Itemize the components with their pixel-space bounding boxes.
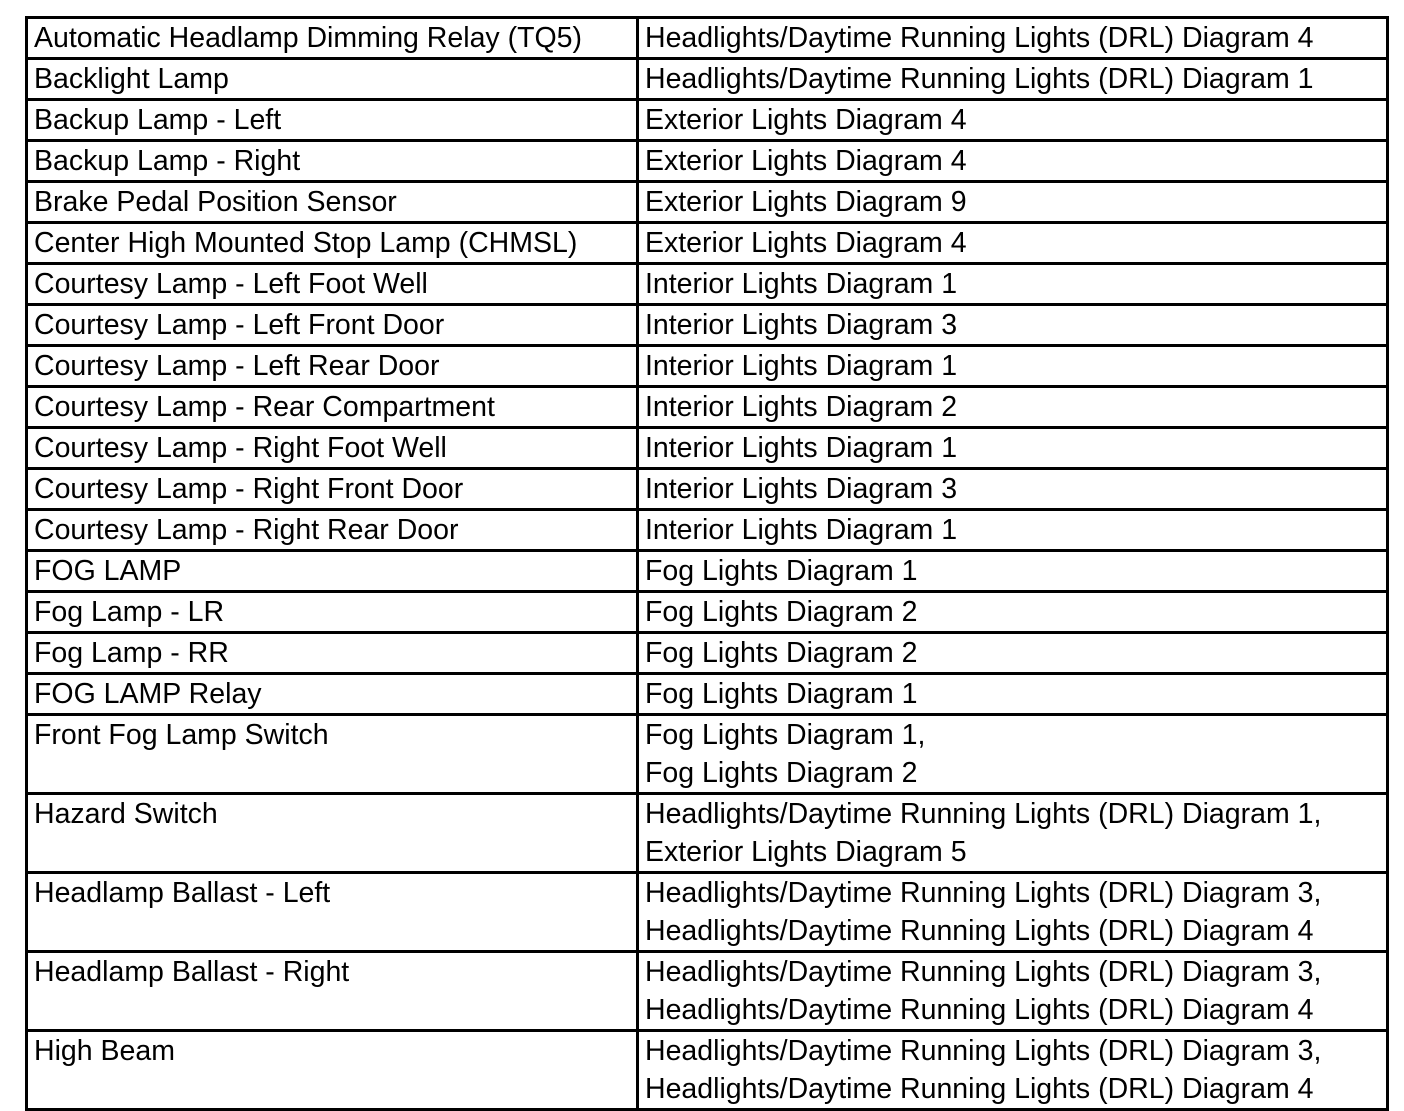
component-name: Headlamp Ballast - Left — [34, 877, 331, 909]
component-name: High Beam — [34, 1035, 175, 1067]
component-name-cell — [27, 18, 638, 59]
component-name: Courtesy Lamp - Right Rear Door — [34, 514, 459, 546]
component-name: FOG LAMP Relay — [34, 678, 262, 710]
component-name-cell — [27, 592, 638, 633]
diagram-reference: Headlights/Daytime Running Lights (DRL) Diagram 3, — [645, 1035, 1322, 1067]
diagram-reference: Interior Lights Diagram 2 — [645, 391, 958, 423]
diagram-reference: Headlights/Daytime Running Lights (DRL) Diagram 4 — [645, 22, 1314, 54]
diagram-reference-cell — [638, 305, 1388, 346]
component-name: Headlamp Ballast - Right — [34, 956, 350, 988]
component-name-cell — [27, 387, 638, 428]
diagram-reference: Headlights/Daytime Running Lights (DRL) Diagram 1, — [645, 798, 1322, 830]
component-name-cell — [27, 674, 638, 715]
diagram-reference-cell — [638, 510, 1388, 551]
diagram-reference-cell — [638, 264, 1388, 305]
component-name: Courtesy Lamp - Left Foot Well — [34, 268, 428, 300]
diagram-reference: Headlights/Daytime Running Lights (DRL) Diagram 4 — [645, 915, 1314, 947]
diagram-reference-cell — [638, 428, 1388, 469]
table-row — [27, 428, 1388, 469]
table-row — [27, 387, 1388, 428]
component-name: Backlight Lamp — [34, 63, 229, 95]
table-row — [27, 633, 1388, 674]
table-row — [27, 1031, 1388, 1110]
diagram-reference-cell — [638, 469, 1388, 510]
diagram-reference: Headlights/Daytime Running Lights (DRL) Diagram 4 — [645, 1073, 1314, 1105]
diagram-reference-cell — [638, 223, 1388, 264]
table-row — [27, 674, 1388, 715]
component-name-cell — [27, 633, 638, 674]
diagram-reference-cell — [638, 873, 1388, 952]
diagram-reference-cell — [638, 387, 1388, 428]
diagram-reference: Exterior Lights Diagram 4 — [645, 104, 967, 136]
diagram-reference-cell — [638, 1031, 1388, 1110]
diagram-reference: Headlights/Daytime Running Lights (DRL) Diagram 3, — [645, 877, 1322, 909]
diagram-reference-cell — [638, 674, 1388, 715]
component-name: Center High Mounted Stop Lamp (CHMSL) — [34, 227, 578, 259]
table-row — [27, 873, 1388, 952]
component-name-cell — [27, 952, 638, 1031]
diagram-reference: Interior Lights Diagram 1 — [645, 350, 958, 382]
diagram-reference: Headlights/Daytime Running Lights (DRL) Diagram 1 — [645, 63, 1314, 95]
table-row — [27, 592, 1388, 633]
component-name-cell — [27, 510, 638, 551]
table-row — [27, 18, 1388, 59]
component-name-cell — [27, 794, 638, 873]
component-name-cell — [27, 141, 638, 182]
component-name-cell — [27, 428, 638, 469]
diagram-reference: Fog Lights Diagram 1 — [645, 678, 918, 710]
diagram-reference: Fog Lights Diagram 2 — [645, 596, 918, 628]
component-name-cell — [27, 223, 638, 264]
component-name: Hazard Switch — [34, 798, 218, 830]
table-row — [27, 141, 1388, 182]
diagram-reference-cell — [638, 59, 1388, 100]
diagram-reference: Headlights/Daytime Running Lights (DRL) Diagram 3, — [645, 956, 1322, 988]
diagram-reference-cell — [638, 182, 1388, 223]
table-row — [27, 223, 1388, 264]
component-name: Fog Lamp - RR — [34, 637, 229, 669]
table-row — [27, 305, 1388, 346]
diagram-reference: Interior Lights Diagram 1 — [645, 268, 958, 300]
table-row — [27, 100, 1388, 141]
component-name-cell — [27, 551, 638, 592]
diagram-reference: Headlights/Daytime Running Lights (DRL) Diagram 4 — [645, 994, 1314, 1026]
diagram-reference-cell — [638, 141, 1388, 182]
component-name: Courtesy Lamp - Rear Compartment — [34, 391, 495, 423]
component-name: Automatic Headlamp Dimming Relay (TQ5) — [34, 22, 582, 54]
table-row — [27, 952, 1388, 1031]
diagram-reference-cell — [638, 794, 1388, 873]
diagram-reference-cell — [638, 715, 1388, 794]
diagram-reference: Fog Lights Diagram 1 — [645, 555, 918, 587]
table-row — [27, 715, 1388, 794]
table-row — [27, 510, 1388, 551]
diagram-reference: Exterior Lights Diagram 4 — [645, 145, 967, 177]
diagram-reference-cell — [638, 100, 1388, 141]
component-name-cell — [27, 264, 638, 305]
component-name-cell — [27, 469, 638, 510]
component-name-cell — [27, 873, 638, 952]
diagram-reference: Fog Lights Diagram 2 — [645, 637, 918, 669]
diagram-reference: Fog Lights Diagram 2 — [645, 757, 918, 789]
component-name-cell — [27, 346, 638, 387]
diagram-reference-cell — [638, 592, 1388, 633]
table-row — [27, 469, 1388, 510]
diagram-reference: Fog Lights Diagram 1, — [645, 719, 926, 751]
component-name: Brake Pedal Position Sensor — [34, 186, 397, 218]
table-row — [27, 794, 1388, 873]
diagram-reference: Interior Lights Diagram 3 — [645, 309, 958, 341]
component-name-cell — [27, 59, 638, 100]
component-name: Courtesy Lamp - Right Front Door — [34, 473, 464, 505]
component-name: Backup Lamp - Left — [34, 104, 282, 136]
component-name-cell — [27, 1031, 638, 1110]
component-name-cell — [27, 100, 638, 141]
table-row — [27, 59, 1388, 100]
diagram-reference: Exterior Lights Diagram 9 — [645, 186, 967, 218]
component-name-cell — [27, 715, 638, 794]
diagram-reference: Exterior Lights Diagram 4 — [645, 227, 967, 259]
component-name: Courtesy Lamp - Left Rear Door — [34, 350, 440, 382]
diagram-reference: Interior Lights Diagram 3 — [645, 473, 958, 505]
table-row — [27, 551, 1388, 592]
component-name: Fog Lamp - LR — [34, 596, 225, 628]
diagram-reference: Interior Lights Diagram 1 — [645, 432, 958, 464]
table-row — [27, 264, 1388, 305]
component-name-cell — [27, 182, 638, 223]
table-body — [27, 18, 1388, 1110]
component-name: Backup Lamp - Right — [34, 145, 301, 177]
diagram-reference-cell — [638, 952, 1388, 1031]
component-location-table — [25, 16, 1389, 1111]
component-name: Courtesy Lamp - Right Foot Well — [34, 432, 447, 464]
component-name: FOG LAMP — [34, 555, 182, 587]
component-name: Front Fog Lamp Switch — [34, 719, 329, 751]
diagram-reference-cell — [638, 18, 1388, 59]
diagram-reference-cell — [638, 633, 1388, 674]
component-name-cell — [27, 305, 638, 346]
diagram-reference: Interior Lights Diagram 1 — [645, 514, 958, 546]
diagram-reference-cell — [638, 551, 1388, 592]
diagram-reference-cell — [638, 346, 1388, 387]
table-row — [27, 346, 1388, 387]
diagram-reference: Exterior Lights Diagram 5 — [645, 836, 967, 868]
component-name: Courtesy Lamp - Left Front Door — [34, 309, 445, 341]
table-row — [27, 182, 1388, 223]
